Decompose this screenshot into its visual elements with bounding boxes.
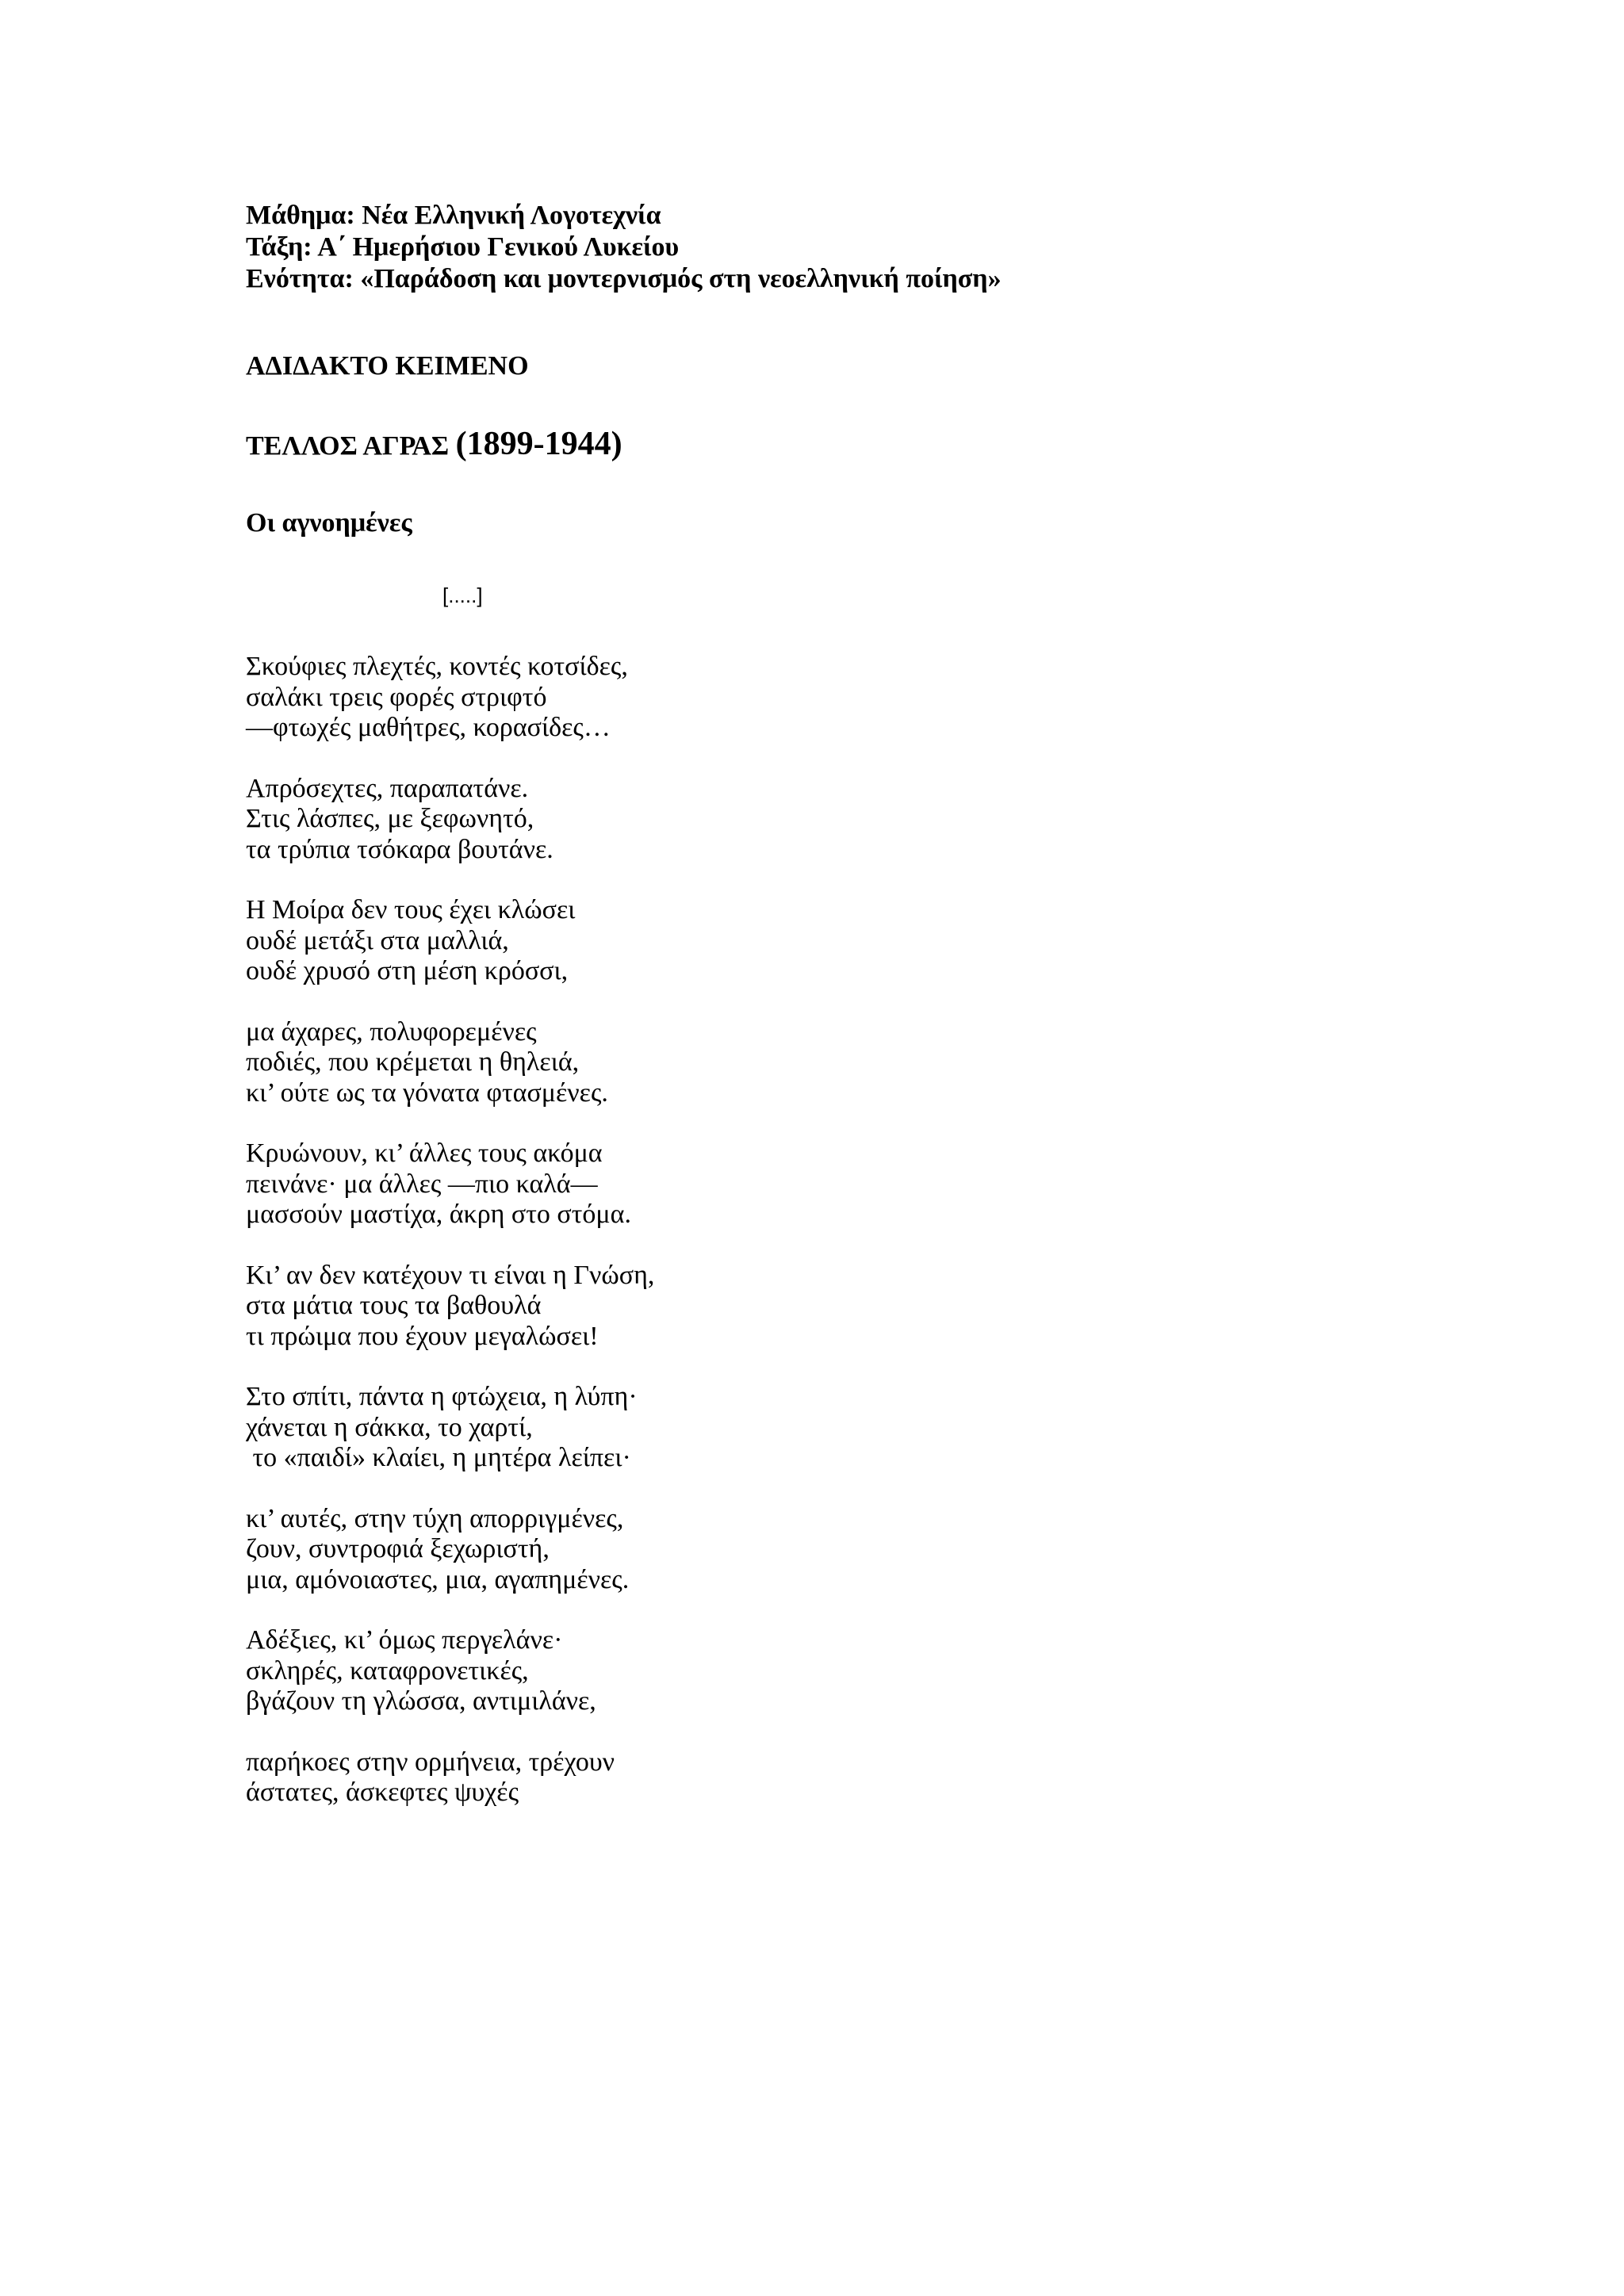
poem-line: μα άχαρες, πολυφορεμένες <box>246 1016 537 1047</box>
document-header <box>246 200 1002 295</box>
poem-line: Σκούφιες πλεχτές, κοντές κοτσίδες, <box>246 652 628 681</box>
stanza <box>246 1625 654 1717</box>
poem-line: τα τρύπια τσόκαρα βουτάνε. <box>246 834 553 864</box>
poem-body <box>246 652 654 1839</box>
stanza <box>246 1747 654 1808</box>
poem-line: Η Μοίρα δεν τους έχει κλώσει <box>246 895 576 924</box>
poem-line: ουδέ χρυσό στη μέση κρόσσι, <box>246 956 569 985</box>
poem-line: —φτωχές μαθήτρες, κορασίδες… <box>246 713 611 742</box>
author-dates: (1899-1944) <box>455 426 622 462</box>
poem-line: σαλάκι τρεις φορές στριφτό <box>246 682 547 712</box>
poem-line: κι’ αυτές, στην τύχη απορριγμένες, <box>246 1503 624 1533</box>
stanza <box>246 1504 654 1596</box>
stanza <box>246 1138 654 1230</box>
author-heading <box>246 428 622 462</box>
stanza <box>246 774 654 866</box>
omission-mark: [.....] <box>442 584 483 607</box>
stanza <box>246 652 654 744</box>
poem-line: Αδέξιες, κι’ όμως περγελάνε· <box>246 1625 563 1655</box>
poem-line: πεινάνε· μα άλλες —πιο καλά— <box>246 1169 598 1199</box>
poem-line: μασσούν μαστίχα, άκρη στο στόμα. <box>246 1200 631 1229</box>
poem-line: βγάζουν τη γλώσσα, αντιμιλάνε, <box>246 1686 596 1716</box>
poem-line: μια, αμόνοιαστες, μια, αγαπημένες. <box>246 1564 630 1594</box>
poem-line: το «παιδί» κλαίει, η μητέρα λείπει· <box>246 1443 631 1472</box>
poem-line: Στις λάσπες, με ξεφωνητό, <box>246 804 534 833</box>
document-page <box>246 0 1435 2296</box>
author-name: ΤΕΛΛΟΣ ΑΓΡΑΣ <box>246 431 450 461</box>
grade-line: Τάξη: Α΄ Ημερήσιου Γενικού Λυκείου <box>246 232 680 262</box>
poem-line: χάνεται η σάκκα, το χαρτί, <box>246 1412 533 1442</box>
poem-line: Κρυώνουν, κι’ άλλες τους ακόμα <box>246 1138 603 1168</box>
poem-line: Απρόσεχτες, παραπατάνε. <box>246 773 529 803</box>
poem-line: κι’ ούτε ως τα γόνατα φτασμένες. <box>246 1077 608 1108</box>
poem-line: Στο σπίτι, πάντα η φτώχεια, η λύπη· <box>246 1382 638 1411</box>
stanza <box>246 895 654 987</box>
poem-line: ουδέ μετάξι στα μαλλιά, <box>246 925 509 955</box>
stanza <box>246 1382 654 1474</box>
poem-line: ζουν, συντροφιά ξεχωριστή, <box>246 1534 550 1563</box>
poem-line: στα μάτια τους τα βαθουλά <box>246 1291 542 1320</box>
poem-line: άστατες, άσκεφτες ψυχές <box>246 1777 519 1807</box>
unit-line: Ενότητα: «Παράδοση και μοντερνισμός στη νεοελληνική ποίηση» <box>246 264 1002 293</box>
poem-line: Κι’ αν δεν κατέχουν τι είναι η Γνώση, <box>246 1260 655 1290</box>
poem-line: σκληρές, καταφρονετικές, <box>246 1655 529 1686</box>
stanza <box>246 1017 654 1109</box>
poem-line: τι πρώιμα που έχουν μεγαλώσει! <box>246 1321 599 1351</box>
poem-line: παρήκοες στην ορμήνεια, τρέχουν <box>246 1747 615 1777</box>
section-label: ΑΔΙΔΑΚΤΟ ΚΕΙΜΕΝΟ <box>246 351 529 381</box>
poem-title: Οι αγνοημένες <box>246 508 412 538</box>
subject-line: Μάθημα: Νέα Ελληνική Λογοτεχνία <box>246 201 661 230</box>
stanza <box>246 1261 654 1353</box>
poem-line: ποδιές, που κρέμεται η θηλειά, <box>246 1047 580 1077</box>
